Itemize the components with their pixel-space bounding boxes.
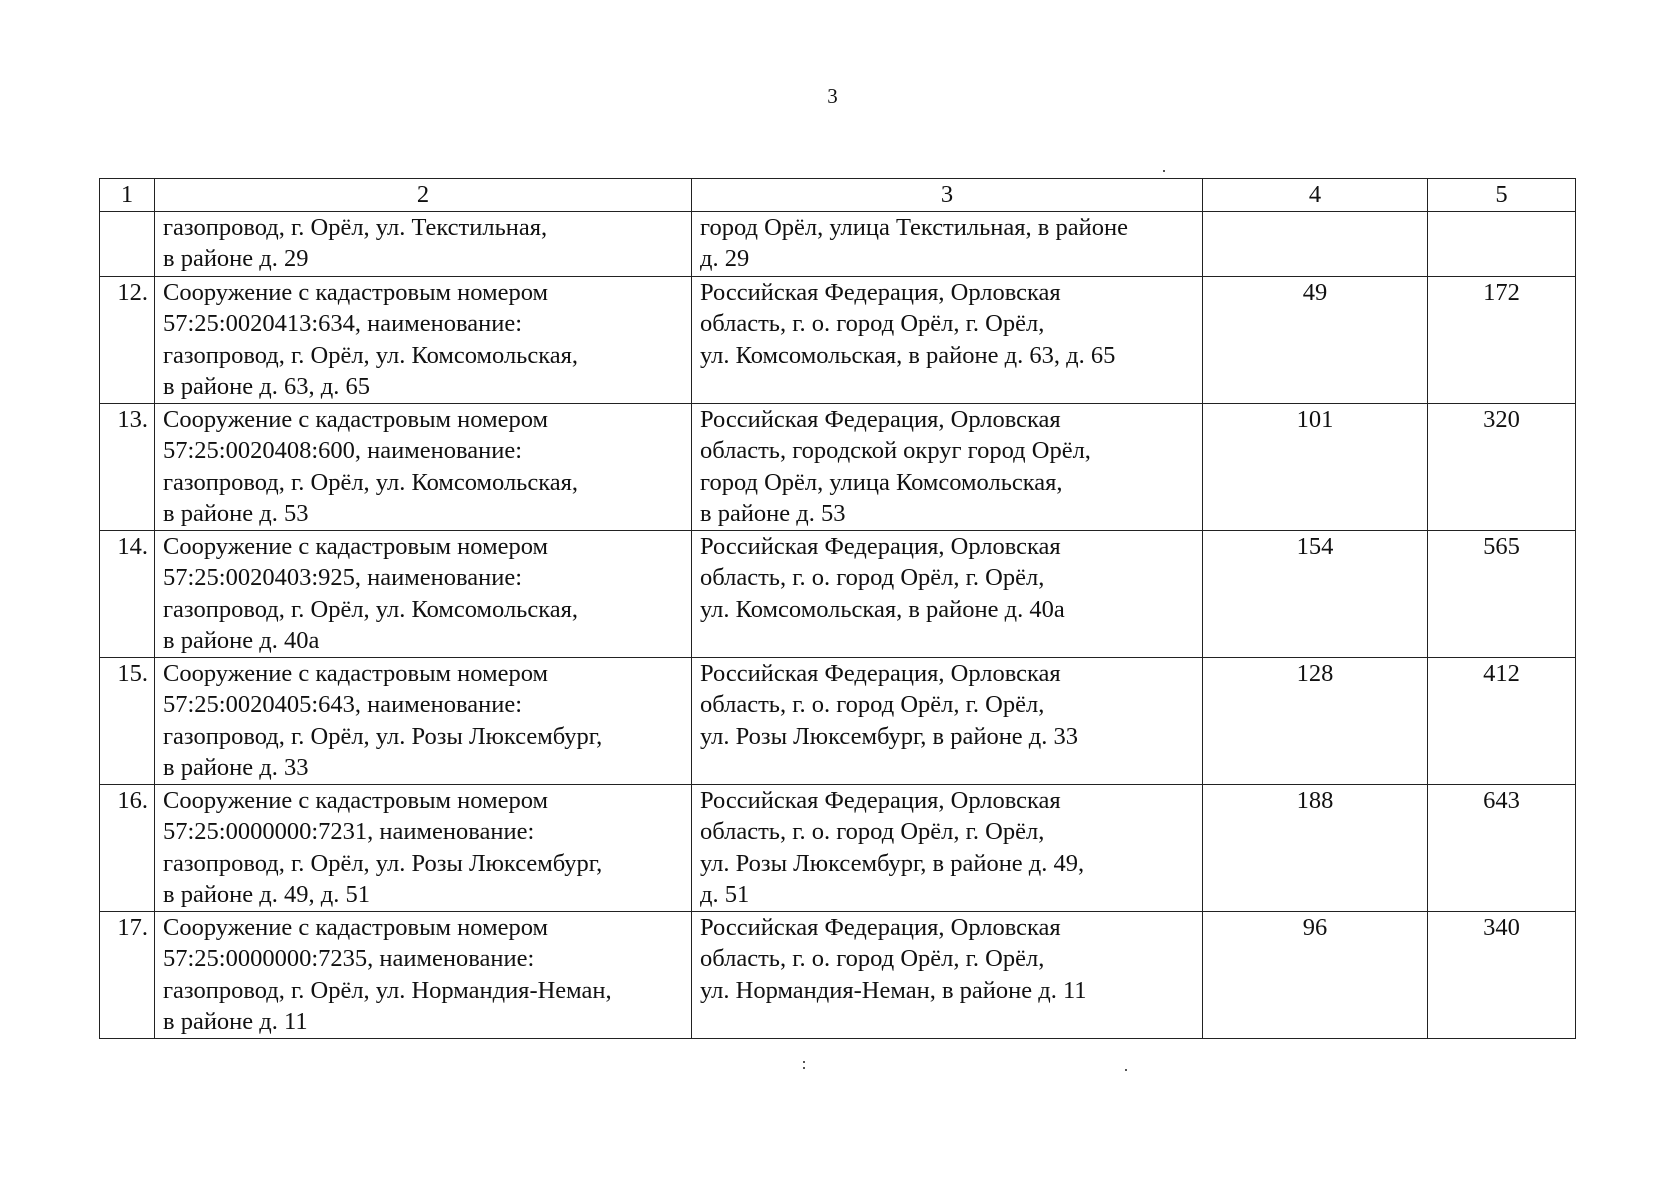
table-row bbox=[100, 403, 1576, 530]
object-name-cell bbox=[155, 911, 692, 1038]
object-name-line: газопровод, г. Орёл, ул. Комсомольская, bbox=[163, 341, 579, 369]
address-line: город Орёл, улица Комсомольская, bbox=[700, 468, 1063, 496]
table-row bbox=[100, 211, 1576, 276]
object-name-line: 57:25:0020405:643, наименование: bbox=[163, 691, 523, 718]
address-line: ул. Розы Люксембург, в районе д. 49, bbox=[700, 849, 1085, 877]
col5-value: 412 bbox=[1428, 657, 1576, 784]
address-line: Российская Федерация, Орловская bbox=[700, 405, 1061, 433]
address-line: ул. Комсомольская, в районе д. 40а bbox=[700, 595, 1065, 623]
object-name-line: 57:25:0020408:600, наименование: bbox=[163, 437, 523, 464]
row-number: 16. bbox=[100, 784, 155, 911]
address-line: область, городской округ город Орёл, bbox=[700, 437, 1091, 464]
object-name-line: газопровод, г. Орёл, ул. Нормандия-Неман, bbox=[163, 976, 612, 1004]
object-name-line: в районе д. 29 bbox=[163, 245, 309, 272]
col4-value: 49 bbox=[1203, 276, 1428, 403]
address-line: ул. Нормандия-Неман, в районе д. 11 bbox=[700, 976, 1087, 1004]
object-name-line: газопровод, г. Орёл, ул. Комсомольская, bbox=[163, 595, 579, 623]
address-cell bbox=[692, 276, 1203, 403]
col5-value: 643 bbox=[1428, 784, 1576, 911]
scan-speck bbox=[1125, 1069, 1127, 1071]
col4-value: 154 bbox=[1203, 530, 1428, 657]
address-cell bbox=[692, 211, 1203, 276]
col4-value: 188 bbox=[1203, 784, 1428, 911]
object-name-line: в районе д. 49, д. 51 bbox=[163, 881, 370, 908]
registry-table bbox=[99, 178, 1576, 1039]
object-name-line: газопровод, г. Орёл, ул. Розы Люксембург, bbox=[163, 849, 603, 877]
address-line: Российская Федерация, Орловская bbox=[700, 913, 1061, 941]
col4-value: 128 bbox=[1203, 657, 1428, 784]
scan-speck bbox=[803, 1067, 805, 1069]
object-name-line: в районе д. 33 bbox=[163, 754, 309, 781]
object-name-line: 57:25:0020413:634, наименование: bbox=[163, 310, 523, 337]
col5-value: 320 bbox=[1428, 403, 1576, 530]
address-line: д. 29 bbox=[700, 245, 750, 272]
object-name-line: газопровод, г. Орёл, ул. Комсомольская, bbox=[163, 468, 579, 496]
object-name-line: Сооружение с кадастровым номером bbox=[163, 278, 548, 306]
address-line: в районе д. 53 bbox=[700, 500, 846, 527]
table-header-row bbox=[100, 179, 1576, 212]
address-line: Российская Федерация, Орловская bbox=[700, 278, 1061, 306]
address-line: город Орёл, улица Текстильная, в районе bbox=[700, 213, 1128, 241]
address-line: область, г. о. город Орёл, г. Орёл, bbox=[700, 945, 1045, 972]
row-number: 12. bbox=[100, 276, 155, 403]
object-name-line: в районе д. 53 bbox=[163, 500, 309, 527]
address-line: область, г. о. город Орёл, г. Орёл, bbox=[700, 310, 1045, 337]
address-line: Российская Федерация, Орловская bbox=[700, 532, 1061, 560]
object-name-line: 57:25:0000000:7231, наименование: bbox=[163, 818, 535, 845]
address-line: ул. Розы Люксембург, в районе д. 33 bbox=[700, 722, 1079, 750]
row-number bbox=[100, 211, 155, 276]
col5-value: 172 bbox=[1428, 276, 1576, 403]
object-name-cell bbox=[155, 276, 692, 403]
col4-value bbox=[1203, 211, 1428, 276]
object-name-cell bbox=[155, 211, 692, 276]
address-line: область, г. о. город Орёл, г. Орёл, bbox=[700, 818, 1045, 845]
col4-value: 101 bbox=[1203, 403, 1428, 530]
object-name-line: газопровод, г. Орёл, ул. Текстильная, bbox=[163, 213, 548, 241]
col5-value: 565 bbox=[1428, 530, 1576, 657]
object-name-cell bbox=[155, 784, 692, 911]
table-row bbox=[100, 911, 1576, 1038]
header-col-3: 3 bbox=[692, 179, 1203, 212]
row-number: 13. bbox=[100, 403, 155, 530]
row-number: 17. bbox=[100, 911, 155, 1038]
address-cell bbox=[692, 657, 1203, 784]
table-row bbox=[100, 657, 1576, 784]
col5-value: 340 bbox=[1428, 911, 1576, 1038]
address-line: Российская Федерация, Орловская bbox=[700, 786, 1061, 814]
object-name-line: в районе д. 63, д. 65 bbox=[163, 373, 370, 400]
address-cell bbox=[692, 530, 1203, 657]
object-name-line: газопровод, г. Орёл, ул. Розы Люксембург, bbox=[163, 722, 603, 750]
object-name-line: в районе д. 40а bbox=[163, 627, 320, 654]
address-cell bbox=[692, 784, 1203, 911]
address-line: область, г. о. город Орёл, г. Орёл, bbox=[700, 691, 1045, 718]
table-row bbox=[100, 784, 1576, 911]
scan-speck bbox=[1163, 170, 1165, 172]
col4-value: 96 bbox=[1203, 911, 1428, 1038]
header-col-4: 4 bbox=[1203, 179, 1428, 212]
object-name-line: Сооружение с кадастровым номером bbox=[163, 786, 548, 814]
object-name-line: 57:25:0000000:7235, наименование: bbox=[163, 945, 535, 972]
address-cell bbox=[692, 403, 1203, 530]
object-name-cell bbox=[155, 657, 692, 784]
table-row bbox=[100, 530, 1576, 657]
address-cell bbox=[692, 911, 1203, 1038]
header-col-5: 5 bbox=[1428, 179, 1576, 212]
table-row bbox=[100, 276, 1576, 403]
object-name-cell bbox=[155, 403, 692, 530]
address-line: д. 51 bbox=[700, 881, 750, 908]
object-name-line: Сооружение с кадастровым номером bbox=[163, 532, 548, 560]
address-line: Российская Федерация, Орловская bbox=[700, 659, 1061, 687]
address-line: область, г. о. город Орёл, г. Орёл, bbox=[700, 564, 1045, 591]
object-name-line: в районе д. 11 bbox=[163, 1008, 308, 1035]
row-number: 14. bbox=[100, 530, 155, 657]
header-col-1: 1 bbox=[100, 179, 155, 212]
col5-value bbox=[1428, 211, 1576, 276]
object-name-cell bbox=[155, 530, 692, 657]
page-number: 3 bbox=[827, 84, 838, 108]
object-name-line: Сооружение с кадастровым номером bbox=[163, 659, 548, 687]
scan-speck bbox=[803, 1061, 805, 1063]
address-line: ул. Комсомольская, в районе д. 63, д. 65 bbox=[700, 341, 1116, 369]
object-name-line: Сооружение с кадастровым номером bbox=[163, 405, 548, 433]
object-name-line: Сооружение с кадастровым номером bbox=[163, 913, 548, 941]
header-col-2: 2 bbox=[155, 179, 692, 212]
object-name-line: 57:25:0020403:925, наименование: bbox=[163, 564, 523, 591]
row-number: 15. bbox=[100, 657, 155, 784]
